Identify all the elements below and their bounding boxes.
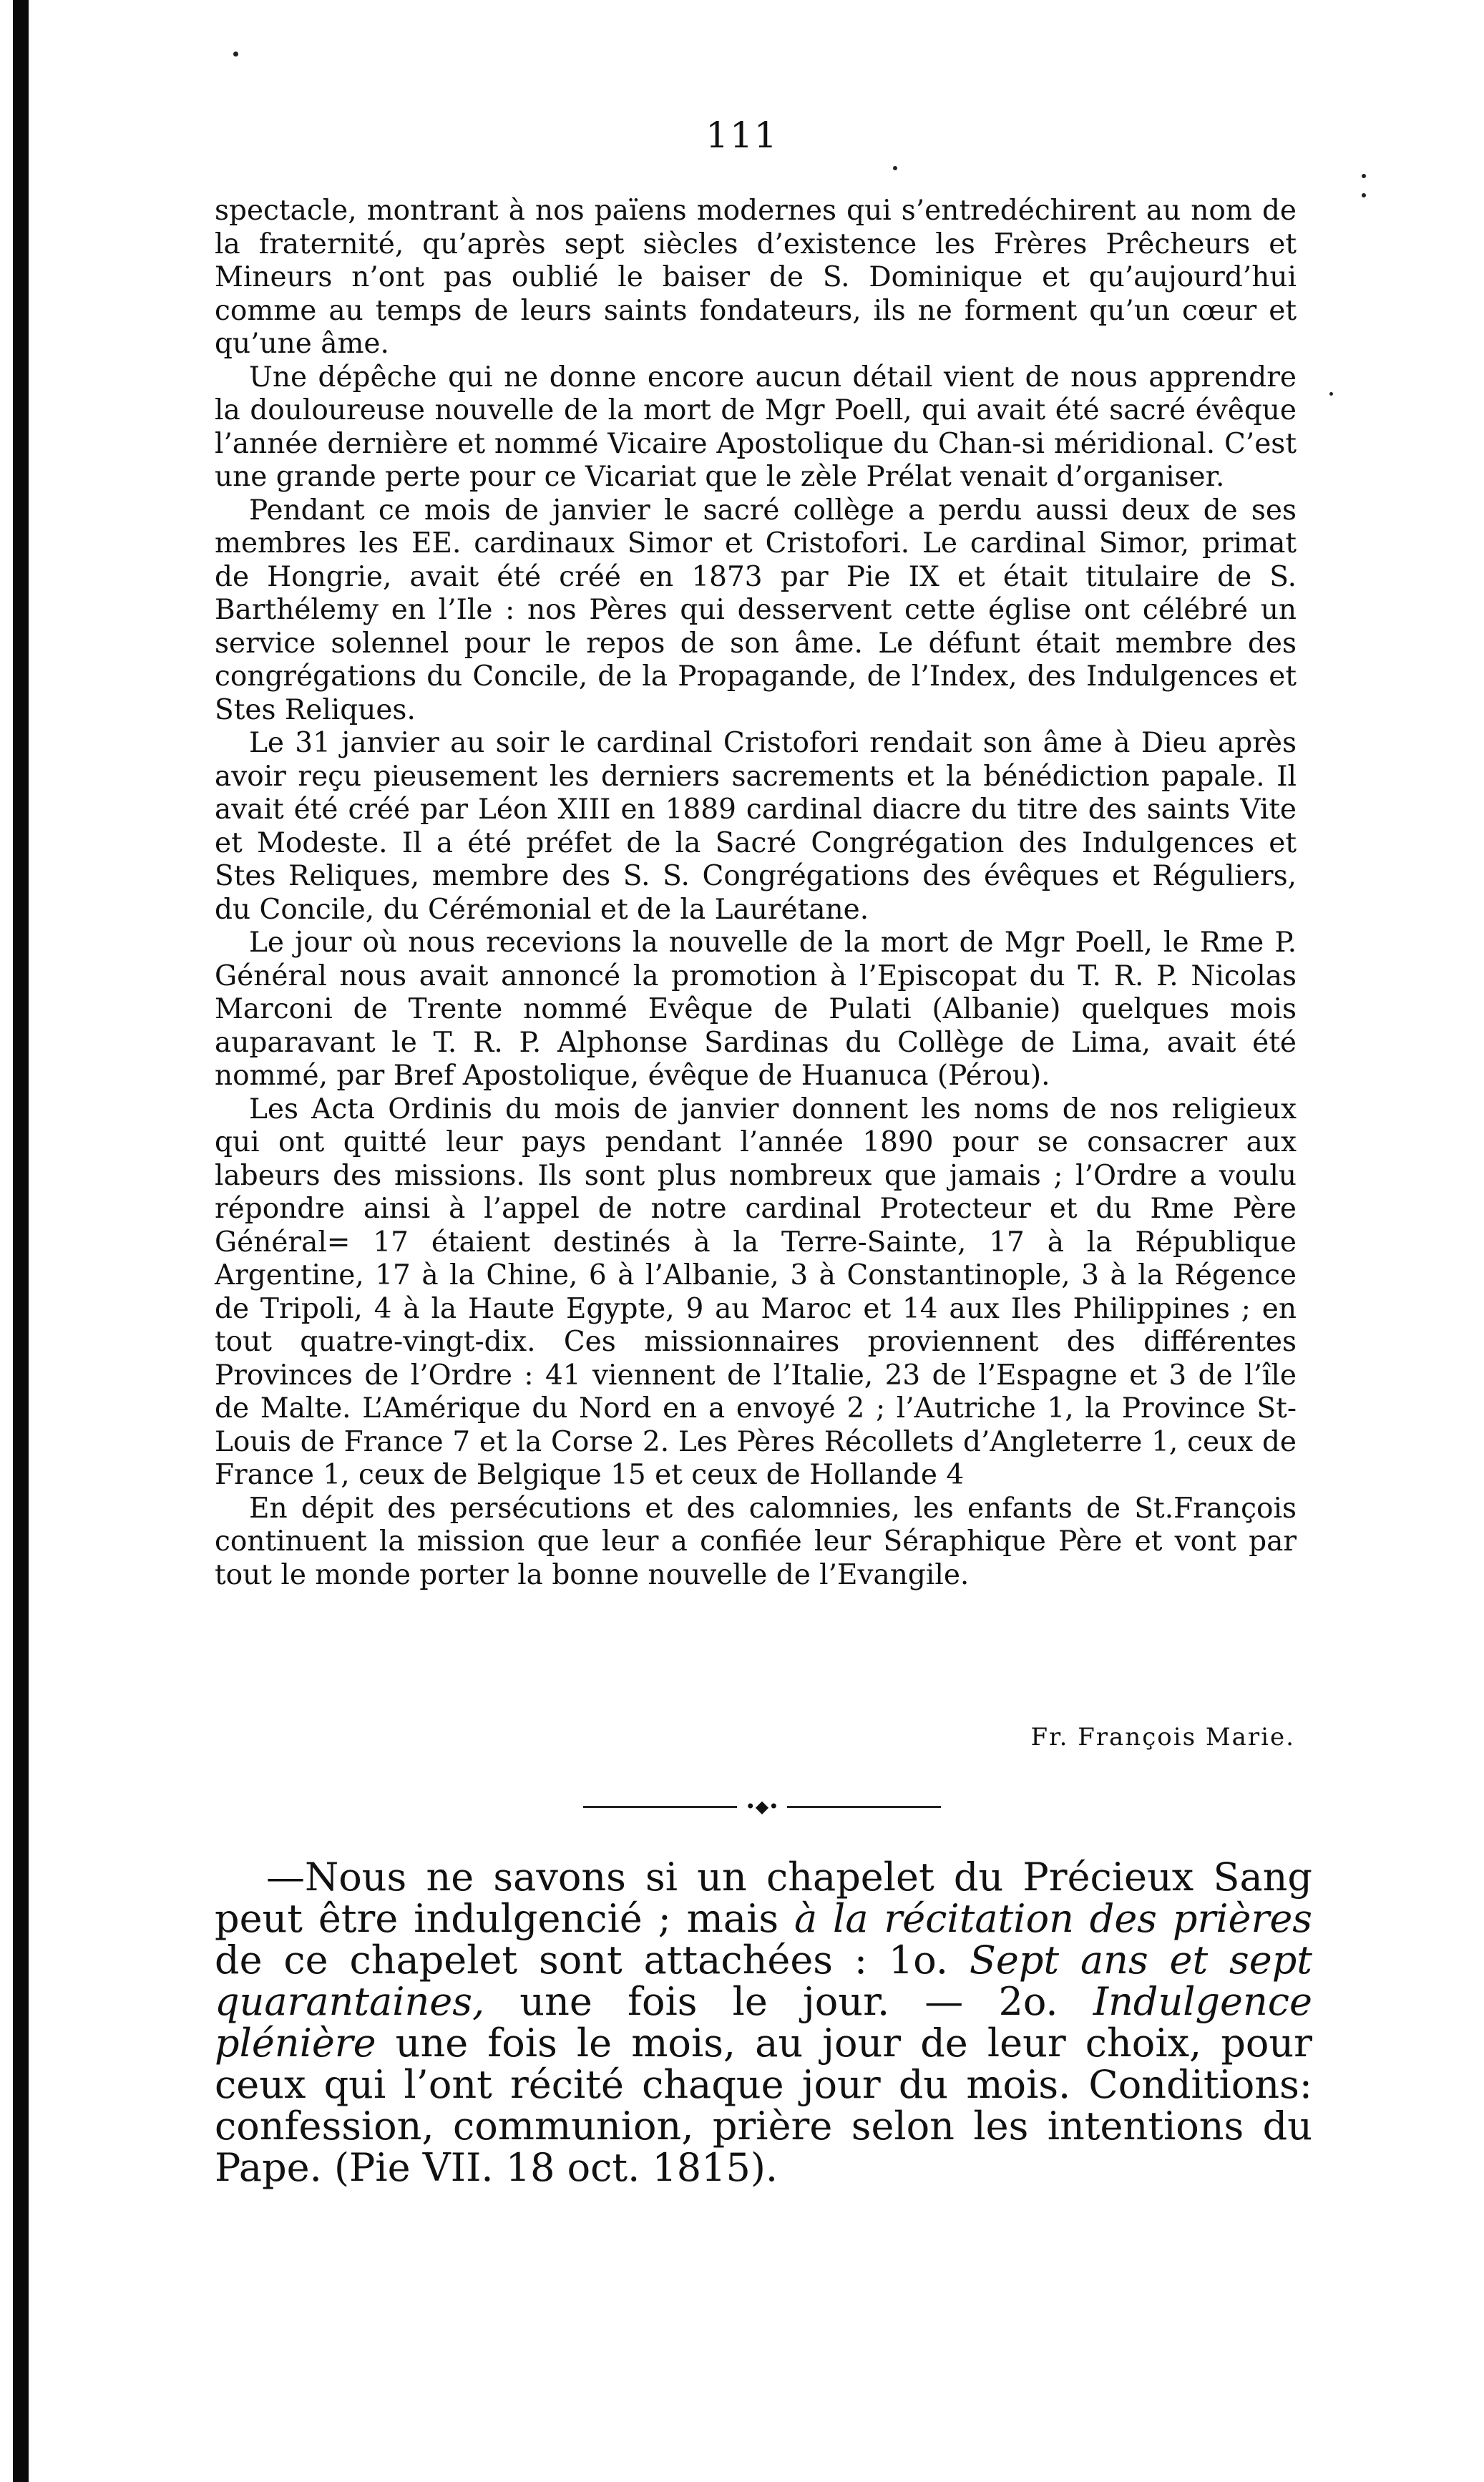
note-text: une fois le mois, au jour de leur choix, pour ceux qui l’ont récité chaque jour du mois. Conditions: confession, communion, prière selon les intentions du Pape. (Pie VII. 18 oct. 1815). <box>215 2021 1312 2190</box>
binding-edge <box>13 0 29 2482</box>
paragraph: spectacle, montrant à nos païens modernes qui s’entredéchirent au nom de la fraternité, qu’après sept siècles d’existence les Frères Prêcheurs et Mineurs n’ont pas oublié le baiser de S. Dominique et qu’aujourd’hui comme au temps de leurs saints fondateurs, ils ne forment qu’un cœur et qu’une âme. <box>215 195 1297 360</box>
indulgence-note <box>215 1857 1312 2189</box>
speck-mark <box>893 166 897 170</box>
note-italic: Sept ans et sept quarantaines, <box>215 1938 1312 2024</box>
note-text: —Nous ne savons si un chapelet du Précieux Sang peut être indulgencié ; mais <box>215 1855 1312 1941</box>
speck-mark <box>233 52 238 57</box>
divider-ornament: •◆• <box>737 1797 787 1816</box>
paragraph: En dépit des persécutions et des calomnies, les enfants de St.François continuent la mission que leur a confiée leur Séraphique Père et vont par tout le monde porter la bonne nouvelle de l’Evangile. <box>215 1492 1297 1591</box>
paragraph: Le jour où nous recevions la nouvelle de la mort de Mgr Poell, le Rme P. Général nous avait annoncé la promotion à l’Episcopat du T. R. P. Nicolas Marconi de Trente nommé Evêque de Pulati (Albanie) quelques mois auparavant le T. R. P. Alphonse Sardinas du Collège de Lima, avait été nommé, par Bref Apostolique, évêque de Huanuca (Pérou). <box>215 927 1297 1092</box>
paragraph: Une dépêche qui ne donne encore aucun détail vient de nous apprendre la douloureuse nouvelle de la mort de Mgr Poell, qui avait été sacré évêque l’année dernière et nommé Vicaire Apostolique du Chan-si méridional. C’est une grande perte pour ce Vicariat que le zèle Prélat venait d’organiser. <box>215 361 1297 493</box>
speck-mark <box>1329 392 1333 396</box>
note-text: de ce chapelet sont attachées : 1o. <box>215 1938 970 1983</box>
note-italic: Indulgence plénière <box>215 1979 1312 2066</box>
page-number: 111 <box>706 114 778 156</box>
paragraph: Pendant ce mois de janvier le sacré collège a perdu aussi deux de ses membres les EE. cardinaux Simor et Cristofori. Le cardinal Simor, primat de Hongrie, avait été créé en 1873 par Pie IX et était titulaire de S. Barthélemy en l’Ile : nos Pères qui desservent cette église ont célébré un service solennel pour le repos de son âme. Le défunt était membre des congrégations du Concile, de la Propagande, de l’Index, des Indulgences et Stes Reliques. <box>215 494 1297 726</box>
note-text: une fois le jour. — 2o. <box>484 1979 1093 2024</box>
body-text <box>215 195 1297 1592</box>
paragraph: Le 31 janvier au soir le cardinal Cristofori rendait son âme à Dieu après avoir reçu pieusement les derniers sacrements et la bénédiction papale. Il avait été créé par Léon XIII en 1889 cardinal diacre du titre des saints Vite et Modeste. Il a été préfet de la Sacré Congrégation des Indulgences et Stes Reliques, membre des S. S. Congrégations des évêques et Réguliers, du Concile, du Cérémonial et de la Laurétane. <box>215 727 1297 926</box>
speck-mark <box>1362 174 1366 178</box>
speck-mark <box>1362 193 1366 197</box>
signature: Fr. François Marie. <box>1030 1723 1295 1751</box>
note-paragraph <box>215 1857 1312 2189</box>
note-italic: à la récitation des prières <box>794 1896 1312 1941</box>
paragraph: Les Acta Ordinis du mois de janvier donnent les noms de nos religieux qui ont quitté leur pays pendant l’année 1890 pour se consacrer aux labeurs des missions. Ils sont plus nombreux que jamais ; l’Ordre a voulu répondre ainsi à l’appel de notre cardinal Protecteur et du Rme Père Général= 17 étaient destinés à la Terre-Sainte, 17 à la République Argentine, 17 à la Chine, 6 à l’Albanie, 3 à Constantinople, 3 à la Régence de Tripoli, 4 à la Haute Egypte, 9 au Maroc et 14 aux Iles Philippines ; en tout quatre-vingt-dix. Ces missionnaires proviennent des différentes Provinces de l’Ordre : 41 viennent de l’Italie, 23 de l’Espagne et 3 de l’île de Malte. L’Amérique du Nord en a envoyé 2 ; l’Autriche 1, la Province St-Louis de France 7 et la Corse 2. Les Pères Récollets d’Angleterre 1, ceux de France 1, ceux de Belgique 15 et ceux de Hollande 4 <box>215 1093 1297 1491</box>
